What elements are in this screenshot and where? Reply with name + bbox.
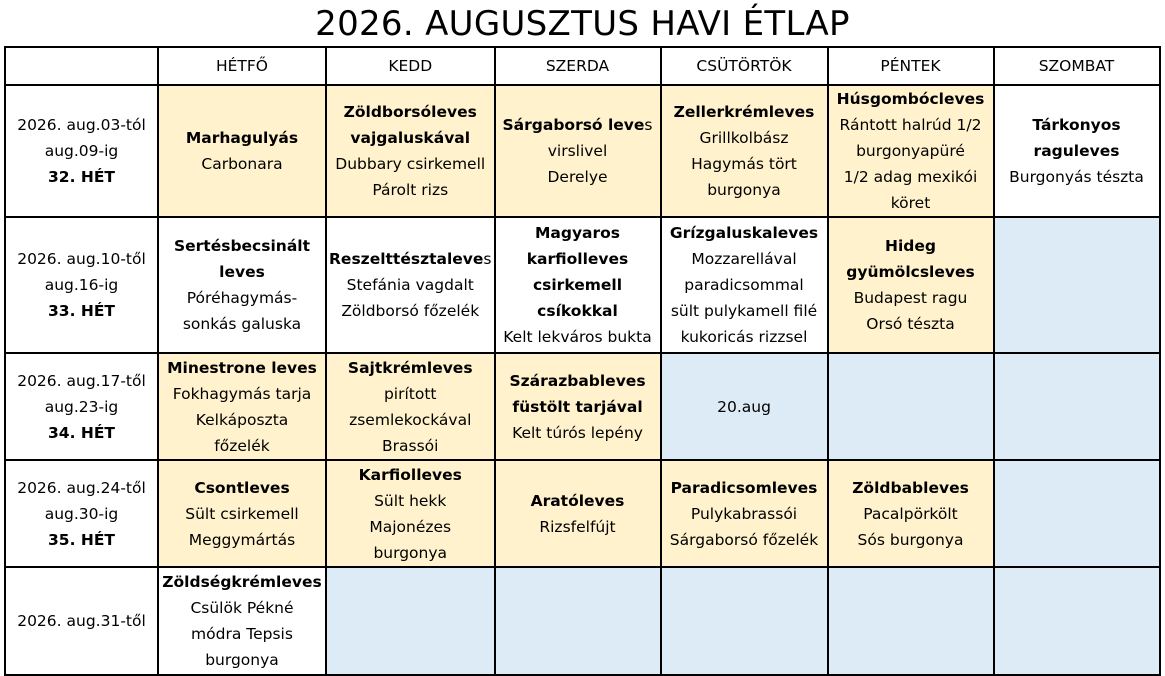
week-date-range: 2026. aug.03-tól — [17, 116, 146, 134]
menu-cell-saturday — [994, 217, 1160, 353]
menu-cell-wednesday — [495, 217, 661, 353]
week-number: 34. HÉT — [48, 423, 115, 442]
dish-soup — [498, 368, 658, 394]
dish-item — [831, 138, 991, 164]
dish-text: csirkemell — [532, 276, 623, 294]
dish-text: Dubbary csirkemell — [335, 155, 486, 173]
dish-text: Sertésbecsinált — [173, 237, 311, 255]
menu-cell-friday — [828, 460, 994, 567]
dish-text: Marhagulyás — [185, 129, 299, 147]
dish-text: Zöldségkrémleves — [162, 573, 322, 591]
dish-text: Kelt túrós lepény — [512, 423, 643, 442]
day-header-friday: PÉNTEK — [828, 47, 994, 85]
dish-item — [161, 621, 323, 647]
dish-item — [831, 527, 991, 553]
menu-cell-wednesday — [495, 567, 661, 675]
dish-text: Carbonara — [201, 155, 283, 173]
dish-text: Sós burgonya — [857, 530, 964, 549]
dish-item — [329, 177, 492, 203]
dish-text: Zellerkrémleves — [673, 103, 815, 121]
day-header-wednesday: SZERDA — [495, 47, 661, 85]
dish-item — [498, 164, 658, 190]
dish-text: Rizsfelfújt — [539, 517, 616, 536]
menu-cell-monday — [158, 217, 326, 353]
day-header-saturday: SZOMBAT — [994, 47, 1160, 85]
dish-text: Pulykabrassói — [690, 504, 798, 523]
dish-item — [664, 125, 825, 151]
dish-text: Csülök Pékné — [190, 599, 294, 617]
dish-text: füstölt tarjával — [512, 397, 643, 416]
menu-cell-saturday — [994, 85, 1160, 217]
page-title: 2026. AUGUSZTUS HAVI ÉTLAP — [315, 4, 850, 44]
dish-soup — [329, 355, 492, 381]
dish-item — [664, 151, 825, 177]
week-date-range: aug.09-ig — [44, 142, 119, 160]
week-row — [5, 567, 1160, 675]
menu-cell-saturday — [994, 567, 1160, 675]
dish-soup — [161, 259, 323, 285]
dish-text: Mozzarellával — [691, 250, 797, 268]
dish-soup — [831, 86, 991, 112]
dish-text: módra Tepsis — [191, 625, 293, 643]
menu-cell-monday — [158, 460, 326, 567]
dish-text: leves — [219, 263, 265, 281]
dish-text: Fokhagymás tarja — [172, 384, 312, 403]
menu-cell-monday — [158, 353, 326, 460]
menu-cell-tuesday — [326, 353, 495, 460]
week-date-range: 2026. aug.10-től — [17, 250, 146, 268]
week-number: 35. HÉT — [48, 530, 115, 549]
menu-cell-wednesday — [495, 460, 661, 567]
dish-item — [161, 647, 323, 673]
dish-item — [329, 381, 492, 407]
dish-item — [664, 246, 825, 272]
menu-cell-tuesday — [326, 85, 495, 217]
week-date-range: aug.30-ig — [44, 504, 119, 523]
dish-text: vajgaluskával — [350, 129, 471, 147]
dish-item — [161, 311, 323, 337]
menu-cell-tuesday — [326, 217, 495, 353]
menu-cell-tuesday — [326, 567, 495, 675]
dish-item — [664, 324, 825, 350]
dish-item — [664, 272, 825, 298]
dish-soup — [498, 112, 658, 138]
menu-table — [4, 46, 1161, 676]
dish-text: burgonya — [707, 181, 781, 199]
dish-item — [498, 138, 658, 164]
dish-soup — [498, 394, 658, 420]
dish-text: Majonézes — [369, 517, 452, 536]
week-row — [5, 85, 1160, 217]
dish-soup — [664, 475, 825, 501]
dish-text: Orsó tészta — [866, 315, 955, 333]
dish-item — [161, 407, 323, 433]
dish-soup — [498, 272, 658, 298]
dish-soup — [498, 488, 658, 514]
dish-text: Csontleves — [194, 478, 290, 497]
dish-text: Sült csirkemell — [185, 504, 299, 523]
dish-item — [498, 514, 658, 540]
week-date-range: 2026. aug.31-től — [17, 612, 146, 630]
dish-text: sült pulykamell filé — [670, 302, 818, 320]
week-number: 32. HÉT — [48, 168, 115, 186]
menu-cell-thursday — [661, 217, 828, 353]
header-corner — [5, 47, 158, 85]
dish-text: Pacalpörkölt — [863, 504, 958, 523]
dish-item — [329, 151, 492, 177]
menu-cell-friday — [828, 217, 994, 353]
menu-cell-wednesday — [495, 353, 661, 460]
dish-soup — [161, 355, 323, 381]
dish-text: Kelt lekváros bukta — [503, 328, 652, 346]
dish-text: Szárazbableves — [509, 371, 646, 390]
dish-text: burgonya — [205, 651, 279, 669]
dish-text: Magyaros — [534, 224, 621, 242]
dish-soup — [498, 220, 658, 246]
dish-text: paradicsommal — [684, 276, 804, 294]
dish-item — [664, 177, 825, 203]
dish-item — [997, 164, 1157, 190]
dish-text: gyümölcsleves — [846, 263, 975, 281]
dish-text-tail: s — [644, 116, 653, 134]
week-date-range: aug.16-ig — [44, 276, 119, 294]
dish-soup — [831, 259, 991, 285]
week-date-range: 2026. aug.17-től — [17, 371, 146, 390]
dish-text: Budapest ragu — [853, 289, 968, 307]
week-row — [5, 217, 1160, 353]
menu-cell-monday — [158, 85, 326, 217]
dish-item — [161, 285, 323, 311]
dish-text: Hagymás tört — [691, 155, 797, 173]
dish-text: Brassói — [382, 436, 439, 455]
dish-soup — [997, 138, 1157, 164]
menu-cell-saturday — [994, 353, 1160, 460]
dish-item — [498, 324, 658, 350]
menu-cell-friday — [828, 85, 994, 217]
dish-text-tail: s — [483, 250, 492, 268]
dish-text: karfiolleves — [526, 250, 629, 268]
dish-text: Stefánia vagdalt — [346, 276, 474, 294]
dish-soup — [831, 475, 991, 501]
dish-text: köret — [890, 194, 931, 212]
dish-text: főzelék — [214, 436, 270, 455]
dish-text: Paradicsomleves — [670, 478, 818, 497]
dish-text: burgonya — [373, 543, 448, 562]
dish-item — [831, 285, 991, 311]
dish-item — [664, 298, 825, 324]
dish-item — [329, 488, 492, 514]
dish-soup — [498, 246, 658, 272]
week-date-range: aug.23-ig — [44, 397, 119, 416]
dish-text: burgonyapüré — [856, 142, 965, 160]
dish-text: virslivel — [547, 142, 608, 160]
dish-text: Húsgombócleves — [836, 90, 985, 108]
menu-cell-thursday — [661, 353, 828, 460]
dish-soup — [329, 125, 492, 151]
dish-item — [664, 501, 825, 527]
dish-text: pirított — [383, 384, 437, 403]
day-header-tuesday: KEDD — [326, 47, 495, 85]
dish-text: Póréhagymás- — [186, 289, 298, 307]
day-header-monday: HÉTFŐ — [158, 47, 326, 85]
dish-text: Derelye — [547, 168, 608, 186]
dish-item — [161, 595, 323, 621]
dish-item — [831, 112, 991, 138]
week-row — [5, 460, 1160, 567]
dish-soup — [161, 569, 323, 595]
dish-text: Burgonyás tészta — [1009, 168, 1144, 186]
menu-cell-friday — [828, 567, 994, 675]
week-date-range: 2026. aug.24-től — [17, 478, 146, 497]
dish-item — [329, 540, 492, 566]
dish-soup — [161, 475, 323, 501]
week-label — [5, 353, 158, 460]
dish-soup — [664, 99, 825, 125]
dish-text: Párolt rizs — [372, 181, 449, 199]
menu-cell-tuesday — [326, 460, 495, 567]
dish-item — [161, 433, 323, 459]
dish-item — [498, 420, 658, 446]
dish-text: 1/2 adag mexikói — [843, 168, 978, 186]
dish-item — [329, 433, 492, 459]
dish-text: Zöldbableves — [852, 478, 969, 497]
dish-text: Aratóleves — [530, 491, 625, 510]
dish-soup — [664, 220, 825, 246]
week-row — [5, 353, 1160, 460]
dish-item — [161, 381, 323, 407]
dish-item — [831, 501, 991, 527]
dish-text: kukoricás rizzsel — [680, 328, 808, 346]
dish-item — [831, 311, 991, 337]
dish-soup — [329, 246, 492, 272]
dish-soup — [498, 298, 658, 324]
menu-body — [5, 47, 1160, 675]
day-header-thursday: CSÜTÖRTÖK — [661, 47, 828, 85]
dish-text: Reszelttésztaleve — [329, 250, 484, 268]
dish-soup — [161, 233, 323, 259]
week-number: 33. HÉT — [48, 302, 115, 320]
dish-item — [329, 407, 492, 433]
dish-item — [831, 164, 991, 190]
dish-item — [664, 394, 825, 420]
dish-text: Rántott halrúd 1/2 — [839, 116, 982, 134]
dish-text: Hideg — [885, 237, 936, 255]
week-label — [5, 567, 158, 675]
menu-cell-saturday — [994, 460, 1160, 567]
dish-text: Tárkonyos — [1032, 116, 1121, 134]
dish-text: csíkokkal — [537, 302, 618, 320]
dish-text: Sajtkrémleves — [347, 358, 473, 377]
dish-soup — [329, 462, 492, 488]
header-row — [5, 47, 1160, 85]
dish-text: Zöldborsó főzelék — [341, 302, 480, 320]
dish-text: sonkás galuska — [182, 315, 302, 333]
dish-text: Karfiolleves — [358, 465, 462, 484]
dish-text: Sárgaborsó leve — [502, 116, 645, 134]
menu-cell-thursday — [661, 85, 828, 217]
dish-text: Kelkáposzta — [195, 410, 289, 429]
dish-soup — [997, 112, 1157, 138]
dish-text: Grízgaluskaleves — [669, 224, 819, 242]
week-label — [5, 85, 158, 217]
dish-text: 20.aug — [717, 397, 771, 416]
dish-text: Sárgaborsó főzelék — [669, 530, 819, 549]
menu-cell-monday — [158, 567, 326, 675]
dish-text: Grillkolbász — [699, 129, 789, 147]
dish-item — [161, 501, 323, 527]
week-label — [5, 217, 158, 353]
dish-soup — [329, 99, 492, 125]
dish-item — [664, 527, 825, 553]
menu-cell-thursday — [661, 460, 828, 567]
dish-text: Sült hekk — [374, 491, 447, 510]
dish-item — [329, 514, 492, 540]
dish-text: Zöldborsóleves — [343, 103, 477, 121]
week-label — [5, 460, 158, 567]
menu-cell-thursday — [661, 567, 828, 675]
dish-soup — [161, 125, 323, 151]
dish-item — [161, 151, 323, 177]
dish-item — [329, 298, 492, 324]
menu-cell-friday — [828, 353, 994, 460]
dish-soup — [831, 233, 991, 259]
dish-text: Minestrone leves — [167, 358, 317, 377]
dish-item — [329, 272, 492, 298]
dish-text: raguleves — [1033, 142, 1120, 160]
menu-cell-wednesday — [495, 85, 661, 217]
dish-item — [161, 527, 323, 553]
dish-item — [831, 190, 991, 216]
dish-text: Meggymártás — [188, 530, 296, 549]
dish-text: zsemlekockával — [349, 410, 472, 429]
